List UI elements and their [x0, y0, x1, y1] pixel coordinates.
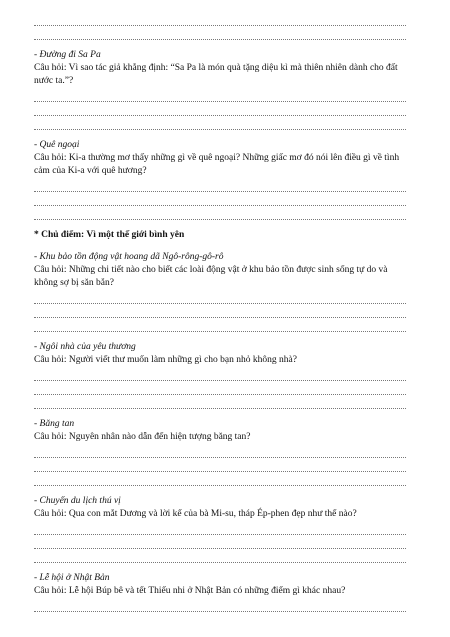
answer-line[interactable]: [34, 521, 406, 535]
answer-line[interactable]: [34, 549, 406, 563]
question-text: Câu hỏi: Vì sao tác giả khẳng định: “Sa Pa là món quà tặng diệu kì mà thiên nhiên dành cho đất nước ta.”?: [34, 63, 398, 86]
answer-line[interactable]: [34, 26, 406, 40]
lesson-section: [34, 139, 406, 220]
question-text: Câu hỏi: Qua con mắt Dương và lời kể của bà Mi-su, tháp Ép-phen đẹp như thế nào?: [34, 509, 357, 519]
lesson-title: - Đường đi Sa Pa: [34, 50, 101, 60]
answer-line[interactable]: [34, 535, 406, 549]
lesson-title: - Quê ngoại: [34, 140, 80, 150]
lesson-section: [34, 495, 406, 563]
answer-lines: [34, 12, 406, 40]
lesson-section: [34, 251, 406, 332]
answer-line[interactable]: [34, 318, 406, 332]
answer-line[interactable]: [34, 12, 406, 26]
answer-line[interactable]: [34, 444, 406, 458]
lesson-title: - Chuyến du lịch thú vị: [34, 496, 121, 506]
answer-line[interactable]: [34, 472, 406, 486]
lesson-section: [34, 418, 406, 486]
lesson-title: - Băng tan: [34, 419, 75, 429]
lesson-title: - Khu bảo tồn động vật hoang dã Ngô-rông-gô-rô: [34, 252, 224, 262]
question-text: Câu hỏi: Những chi tiết nào cho biết các loài động vật ở khu bảo tồn được sinh sống tự do và không sợ bị săn bắn?: [34, 265, 388, 288]
answer-line[interactable]: [34, 88, 406, 102]
answer-line[interactable]: [34, 192, 406, 206]
answer-line[interactable]: [34, 367, 406, 381]
theme-heading: * Chủ điểm: Vì một thế giới bình yên: [34, 230, 185, 240]
answer-line[interactable]: [34, 116, 406, 130]
answer-line[interactable]: [34, 381, 406, 395]
answer-line[interactable]: [34, 290, 406, 304]
sections-list: [34, 49, 406, 220]
answer-line[interactable]: [34, 178, 406, 192]
answer-line[interactable]: [34, 395, 406, 409]
lesson-section: [34, 341, 406, 409]
question-text: Câu hỏi: Ki-a thường mơ thấy những gì về quê ngoại? Những giấc mơ đó nói lên điều gì về tình cảm của Ki-a với quê hương?: [34, 153, 400, 176]
question-text: Câu hỏi: Nguyên nhân nào dẫn đến hiện tượng băng tan?: [34, 432, 251, 442]
answer-line[interactable]: [34, 102, 406, 116]
answer-line[interactable]: [34, 206, 406, 220]
answer-line[interactable]: [34, 304, 406, 318]
lesson-title: - Lễ hội ở Nhật Bản: [34, 573, 110, 583]
lesson-section: [34, 572, 406, 612]
answer-line[interactable]: [34, 598, 406, 612]
question-text: Câu hỏi: Lễ hội Búp bê và tết Thiếu nhi ở Nhật Bản có những điểm gì khác nhau?: [34, 586, 346, 596]
theme-sections-list: [34, 251, 406, 612]
lesson-section: [34, 49, 406, 130]
question-text: Câu hỏi: Người viết thư muốn làm những gì cho bạn nhỏ không nhà?: [34, 355, 297, 365]
answer-line[interactable]: [34, 458, 406, 472]
lesson-title: - Ngôi nhà của yêu thương: [34, 342, 136, 352]
